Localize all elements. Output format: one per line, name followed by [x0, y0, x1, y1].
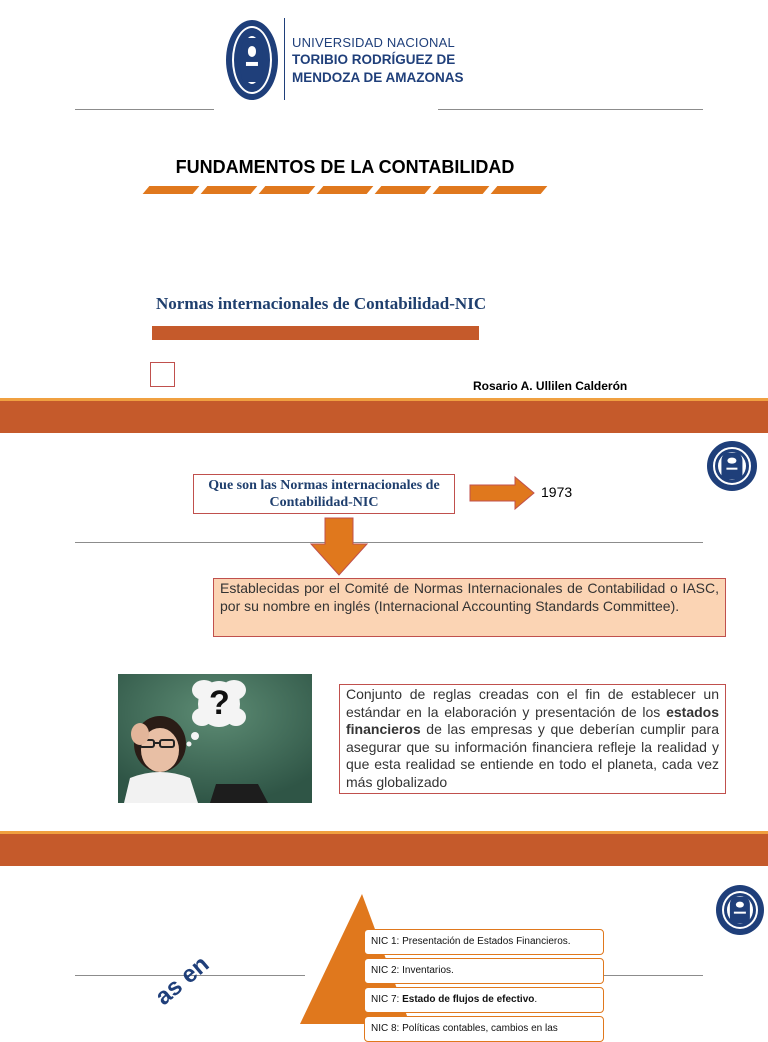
nic-7-bold: Estado de flujos de efectivo: [402, 994, 535, 1005]
nic-list-item-3: [364, 987, 604, 1013]
nic-7-suffix: .: [534, 994, 538, 1005]
university-seal-icon: [707, 441, 757, 491]
definition-box-rules: [339, 684, 726, 794]
university-name-line3: MENDOZA DE AMAZONAS: [292, 70, 464, 85]
question-box: Que son las Normas internacionales de Contabilidad-NIC: [193, 474, 455, 514]
university-seal-icon: [716, 885, 764, 935]
thinking-woman-photo: [118, 674, 312, 803]
main-title: FUNDAMENTOS DE LA CONTABILIDAD: [175, 157, 515, 177]
university-name-line2: TORIBIO RODRÍGUEZ DE: [292, 52, 456, 67]
slide3-rule-right: [604, 975, 703, 976]
year-label: 1973: [541, 484, 573, 500]
author-name: Rosario A. Ullilen Calderón: [473, 379, 628, 393]
question-mark: ?: [209, 684, 230, 722]
header-rule-right: [438, 109, 703, 110]
nic-list-item-2: NIC 2: Inventarios.: [364, 958, 604, 984]
slide-separator-band-2: [0, 834, 768, 866]
university-seal-icon: [226, 20, 278, 100]
nic-list-item-4: NIC 8: Políticas contables, cambios en las: [364, 1016, 604, 1042]
rules-text-part1: Conjunto de reglas creadas con el fin de establecer un estándar en la elaboración y presentación de los: [346, 686, 719, 720]
header-rule-left: [75, 109, 214, 110]
rules-text-part2: de las empresas y que deberían cumplir para asegurar que su información financiera refleje la realidad y que esta realidad se entiende en todo el planeta, cada vez más globalizado: [346, 721, 719, 790]
placeholder-box: [150, 362, 175, 387]
rules-text-bold: estados financieros: [346, 703, 719, 737]
subtitle-bar: [152, 326, 479, 340]
nic-subtitle: Normas internacionales de Contabilidad-NIC: [156, 294, 487, 313]
nic-7-prefix: NIC 7:: [371, 994, 403, 1005]
slide2-rule: [75, 542, 703, 543]
right-arrow-icon: [469, 476, 535, 510]
down-arrow-icon: [309, 517, 369, 577]
rotated-heading-fragment: as en: [150, 950, 215, 1011]
slide-separator-band-1: [0, 401, 768, 433]
definition-box-iasc: Establecidas por el Comité de Normas Internacionales de Contabilidad o IASC, por su nombre en inglés (Internacional Accounting Standards Committee).: [213, 578, 726, 637]
logo-divider: [284, 18, 285, 100]
university-name-line1: UNIVERSIDAD NACIONAL: [292, 35, 455, 50]
nic-list-item-1: NIC 1: Presentación de Estados Financieros.: [364, 929, 604, 955]
orange-dash-divider: [138, 186, 548, 196]
